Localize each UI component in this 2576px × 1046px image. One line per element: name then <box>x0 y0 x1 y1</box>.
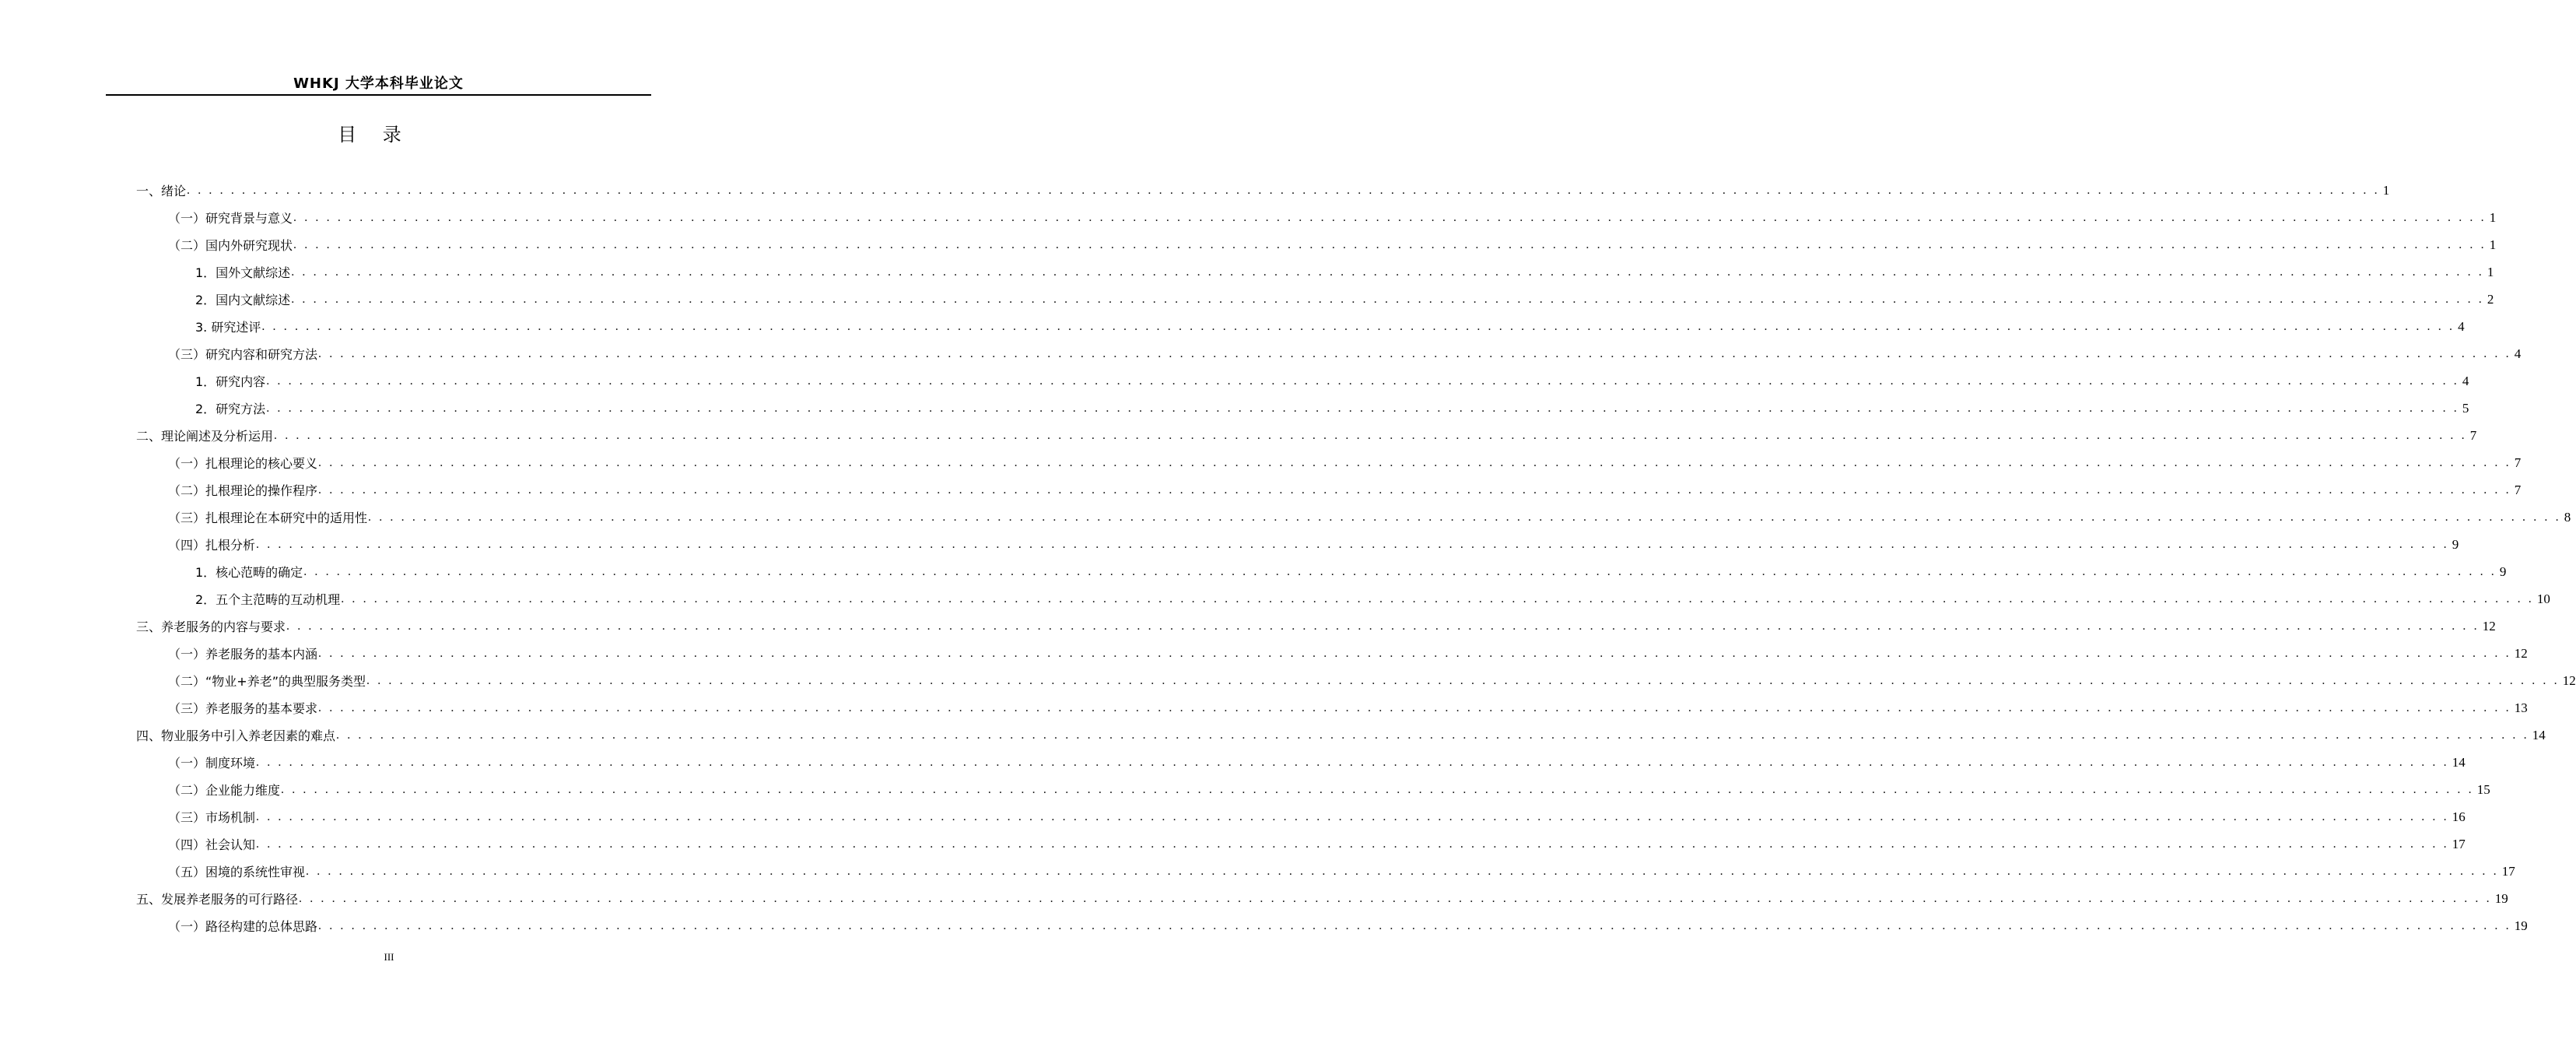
toc-entry[interactable] <box>136 885 2508 912</box>
toc-dot-leader: . . . . . . . . . . . . . . . . . . . . . . . . . . . . . . . . . . . . . . . . . . . . . . . . . . . . . . . . . . . . . . . . . . . . . . . . . . . . . . . . . . . . . . . . . . . . . . . . . . . . . . . . . . . . . . . . . . . . . . . . . . . . . . . . . . . . . . . . . . . . . . . . . . . . . . . . . . . . . . . . . . . . . . . . . . . . . . . . . . . . . . . . . . . . . . . . . . . . . . . <box>266 374 2459 388</box>
toc-entry-label: （一）养老服务的基本内涵 <box>168 647 318 662</box>
toc-entry-page: 4 <box>2514 346 2522 361</box>
toc-entry-page: 1 <box>2487 264 2494 279</box>
toc-dot-leader: . . . . . . . . . . . . . . . . . . . . . . . . . . . . . . . . . . . . . . . . . . . . . . . . . . . . . . . . . . . . . . . . . . . . . . . . . . . . . . . . . . . . . . . . . . . . . . . . . . . . . . . . . . . . . . . . . . . . . . . . . . . . . . . . . . . . . . . . . . . . . . . . . . . . . . . . . . . . . . . . . . . . . . . . . . . . . . . . . . . . . . . . . . . . . . . . . . . . . . . <box>366 673 2560 687</box>
toc-entry-page: 10 <box>2536 591 2550 606</box>
toc-entry-page: 8 <box>2564 509 2571 525</box>
toc-title: 目 录 <box>338 124 401 146</box>
toc-entry[interactable] <box>168 667 2576 694</box>
toc-entry[interactable] <box>168 912 2528 939</box>
toc-entry[interactable] <box>168 231 2497 258</box>
toc-entry-label: 一、绪论 <box>136 184 187 198</box>
toc-entry-page: 1 <box>2489 209 2497 225</box>
toc-dot-leader: . . . . . . . . . . . . . . . . . . . . . . . . . . . . . . . . . . . . . . . . . . . . . . . . . . . . . . . . . . . . . . . . . . . . . . . . . . . . . . . . . . . . . . . . . . . . . . . . . . . . . . . . . . . . . . . . . . . . . . . . . . . . . . . . . . . . . . . . . . . . . . . . . . . . . . . . . . . . . . . . . . . . . . . . . . . . . . . . . . . . . . . . . . . . . . . . . . . . . . . <box>318 346 2511 360</box>
running-header: WHKJ 大学本科毕业论文 <box>293 75 464 92</box>
toc-dot-leader: . . . . . . . . . . . . . . . . . . . . . . . . . . . . . . . . . . . . . . . . . . . . . . . . . . . . . . . . . . . . . . . . . . . . . . . . . . . . . . . . . . . . . . . . . . . . . . . . . . . . . . . . . . . . . . . . . . . . . . . . . . . . . . . . . . . . . . . . . . . . . . . . . . . . . . . . . . . . . . . . . . . . . . . . . . . . . . . . . . . . . . . . . . . . . . . . . . . . . . . <box>261 319 2455 333</box>
toc-dot-leader: . . . . . . . . . . . . . . . . . . . . . . . . . . . . . . . . . . . . . . . . . . . . . . . . . . . . . . . . . . . . . . . . . . . . . . . . . . . . . . . . . . . . . . . . . . . . . . . . . . . . . . . . . . . . . . . . . . . . . . . . . . . . . . . . . . . . . . . . . . . . . . . . . . . . . . . . . . . . . . . . . . . . . . . . . . . . . . . . . . . . . . . . . . . . . . . . . . . . . . . <box>286 619 2480 633</box>
toc-entry[interactable] <box>195 258 2494 286</box>
toc-entry-label: （三）研究内容和研究方法 <box>168 347 318 362</box>
toc-dot-leader: . . . . . . . . . . . . . . . . . . . . . . . . . . . . . . . . . . . . . . . . . . . . . . . . . . . . . . . . . . . . . . . . . . . . . . . . . . . . . . . . . . . . . . . . . . . . . . . . . . . . . . . . . . . . . . . . . . . . . . . . . . . . . . . . . . . . . . . . . . . . . . . . . . . . . . . . . . . . . . . . . . . . . . . . . . . . . . . . . . . . . . . . . . . . . . . . . . . . . . . <box>318 700 2511 714</box>
toc-entry-page: 7 <box>2514 482 2522 497</box>
toc-entry[interactable] <box>168 776 2490 803</box>
toc-entry-label: 五、发展养老服务的可行路径 <box>136 892 299 907</box>
toc-entry-page: 4 <box>2462 373 2469 388</box>
toc-entry-page: 14 <box>2532 727 2546 742</box>
toc-entry-page: 12 <box>2482 618 2496 634</box>
toc-dot-leader: . . . . . . . . . . . . . . . . . . . . . . . . . . . . . . . . . . . . . . . . . . . . . . . . . . . . . . . . . . . . . . . . . . . . . . . . . . . . . . . . . . . . . . . . . . . . . . . . . . . . . . . . . . . . . . . . . . . . . . . . . . . . . . . . . . . . . . . . . . . . . . . . . . . . . . . . . . . . . . . . . . . . . . . . . . . . . . . . . . . . . . . . . . . . . . . . . . . . . . . <box>266 401 2459 415</box>
toc-entry[interactable] <box>168 640 2528 667</box>
toc-entry-page: 14 <box>2452 754 2466 770</box>
toc-entry[interactable] <box>168 749 2466 776</box>
toc-entry-label: 三、养老服务的内容与要求 <box>136 620 286 634</box>
toc-dot-leader: . . . . . . . . . . . . . . . . . . . . . . . . . . . . . . . . . . . . . . . . . . . . . . . . . . . . . . . . . . . . . . . . . . . . . . . . . . . . . . . . . . . . . . . . . . . . . . . . . . . . . . . . . . . . . . . . . . . . . . . . . . . . . . . . . . . . . . . . . . . . . . . . . . . . . . . . . . . . . . . . . . . . . . . . . . . . . . . . . . . . . . . . . . . . . . . . . . . . . . . <box>303 564 2497 578</box>
page-number: III <box>384 951 394 963</box>
toc-dot-leader: . . . . . . . . . . . . . . . . . . . . . . . . . . . . . . . . . . . . . . . . . . . . . . . . . . . . . . . . . . . . . . . . . . . . . . . . . . . . . . . . . . . . . . . . . . . . . . . . . . . . . . . . . . . . . . . . . . . . . . . . . . . . . . . . . . . . . . . . . . . . . . . . . . . . . . . . . . . . . . . . . . . . . . . . . . . . . . . . . . . . . . . . . . . . . . . . . . . . . . . <box>256 809 2449 823</box>
toc-dot-leader: . . . . . . . . . . . . . . . . . . . . . . . . . . . . . . . . . . . . . . . . . . . . . . . . . . . . . . . . . . . . . . . . . . . . . . . . . . . . . . . . . . . . . . . . . . . . . . . . . . . . . . . . . . . . . . . . . . . . . . . . . . . . . . . . . . . . . . . . . . . . . . . . . . . . . . . . . . . . . . . . . . . . . . . . . . . . . . . . . . . . . . . . . . . . . . . . . . . . . . . <box>293 237 2487 251</box>
toc-entry-label: 1．核心范畴的确定 <box>195 565 303 580</box>
toc-entry-page: 5 <box>2462 400 2469 416</box>
toc-entry[interactable] <box>168 449 2522 476</box>
table-of-contents <box>0 177 2576 939</box>
toc-entry-label: 2．国内文献综述 <box>195 293 291 307</box>
toc-entry-page: 7 <box>2469 427 2477 443</box>
toc-dot-leader: . . . . . . . . . . . . . . . . . . . . . . . . . . . . . . . . . . . . . . . . . . . . . . . . . . . . . . . . . . . . . . . . . . . . . . . . . . . . . . . . . . . . . . . . . . . . . . . . . . . . . . . . . . . . . . . . . . . . . . . . . . . . . . . . . . . . . . . . . . . . . . . . . . . . . . . . . . . . . . . . . . . . . . . . . . . . . . . . . . . . . . . . . . . . . . . . . . . . . . . <box>256 537 2449 551</box>
toc-entry-page: 7 <box>2514 455 2522 470</box>
toc-entry[interactable] <box>168 476 2522 504</box>
toc-dot-leader: . . . . . . . . . . . . . . . . . . . . . . . . . . . . . . . . . . . . . . . . . . . . . . . . . . . . . . . . . . . . . . . . . . . . . . . . . . . . . . . . . . . . . . . . . . . . . . . . . . . . . . . . . . . . . . . . . . . . . . . . . . . . . . . . . . . . . . . . . . . . . . . . . . . . . . . . . . . . . . . . . . . . . . . . . . . . . . . . . . . . . . . . . . . . . . . . . . . . . . . <box>256 755 2449 769</box>
toc-dot-leader: . . . . . . . . . . . . . . . . . . . . . . . . . . . . . . . . . . . . . . . . . . . . . . . . . . . . . . . . . . . . . . . . . . . . . . . . . . . . . . . . . . . . . . . . . . . . . . . . . . . . . . . . . . . . . . . . . . . . . . . . . . . . . . . . . . . . . . . . . . . . . . . . . . . . . . . . . . . . . . . . . . . . . . . . . . . . . . . . . . . . . . . . . . . . . . . . . . . . . . . <box>336 728 2529 742</box>
toc-dot-leader: . . . . . . . . . . . . . . . . . . . . . . . . . . . . . . . . . . . . . . . . . . . . . . . . . . . . . . . . . . . . . . . . . . . . . . . . . . . . . . . . . . . . . . . . . . . . . . . . . . . . . . . . . . . . . . . . . . . . . . . . . . . . . . . . . . . . . . . . . . . . . . . . . . . . . . . . . . . . . . . . . . . . . . . . . . . . . . . . . . . . . . . . . . . . . . . . . . . . . . . <box>291 292 2484 306</box>
toc-dot-leader: . . . . . . . . . . . . . . . . . . . . . . . . . . . . . . . . . . . . . . . . . . . . . . . . . . . . . . . . . . . . . . . . . . . . . . . . . . . . . . . . . . . . . . . . . . . . . . . . . . . . . . . . . . . . . . . . . . . . . . . . . . . . . . . . . . . . . . . . . . . . . . . . . . . . . . . . . . . . . . . . . . . . . . . . . . . . . . . . . . . . . . . . . . . . . . . . . . . . . . . <box>306 864 2499 878</box>
toc-entry-page: 9 <box>2452 536 2459 552</box>
toc-entry-label: 2．研究方法 <box>195 402 266 416</box>
toc-dot-leader: . . . . . . . . . . . . . . . . . . . . . . . . . . . . . . . . . . . . . . . . . . . . . . . . . . . . . . . . . . . . . . . . . . . . . . . . . . . . . . . . . . . . . . . . . . . . . . . . . . . . . . . . . . . . . . . . . . . . . . . . . . . . . . . . . . . . . . . . . . . . . . . . . . . . . . . . . . . . . . . . . . . . . . . . . . . . . . . . . . . . . . . . . . . . . . . . . . . . . . . <box>281 782 2474 796</box>
toc-entry-label: 1．国外文献综述 <box>195 265 291 280</box>
toc-entry[interactable] <box>195 585 2550 613</box>
toc-entry[interactable] <box>136 613 2496 640</box>
toc-entry[interactable] <box>195 367 2469 395</box>
toc-entry-page: 1 <box>2382 182 2390 198</box>
toc-entry-label: （五）困境的系统性审视 <box>168 865 306 879</box>
toc-entry-label: （四）社会认知 <box>168 837 256 852</box>
toc-entry-label: 四、物业服务中引入养老因素的难点 <box>136 728 336 743</box>
toc-entry[interactable] <box>195 313 2465 340</box>
toc-entry-page: 13 <box>2514 700 2528 715</box>
toc-entry-label: （一）扎根理论的核心要义 <box>168 456 318 471</box>
toc-entry-label: 二、理论阐述及分析运用 <box>136 429 274 444</box>
toc-entry-page: 15 <box>2476 781 2490 797</box>
toc-entry-label: （一）制度环境 <box>168 756 256 770</box>
toc-entry-page: 19 <box>2514 918 2528 933</box>
toc-entry-label: （四）扎根分析 <box>168 538 256 553</box>
toc-entry[interactable] <box>136 177 2390 204</box>
toc-entry-label: 2．五个主范畴的互动机理 <box>195 592 341 607</box>
toc-dot-leader: . . . . . . . . . . . . . . . . . . . . . . . . . . . . . . . . . . . . . . . . . . . . . . . . . . . . . . . . . . . . . . . . . . . . . . . . . . . . . . . . . . . . . . . . . . . . . . . . . . . . . . . . . . . . . . . . . . . . . . . . . . . . . . . . . . . . . . . . . . . . . . . . . . . . . . . . . . . . . . . . . . . . . . . . . . . . . . . . . . . . . . . . . . . . . . . . . . . . . . . <box>274 428 2467 442</box>
toc-entry[interactable] <box>195 286 2494 313</box>
toc-entry-label: 1．研究内容 <box>195 374 266 389</box>
toc-entry-page: 1 <box>2489 237 2497 252</box>
toc-entry-label: （二）“物业+养老”的典型服务类型 <box>168 674 366 689</box>
toc-dot-leader: . . . . . . . . . . . . . . . . . . . . . . . . . . . . . . . . . . . . . . . . . . . . . . . . . . . . . . . . . . . . . . . . . . . . . . . . . . . . . . . . . . . . . . . . . . . . . . . . . . . . . . . . . . . . . . . . . . . . . . . . . . . . . . . . . . . . . . . . . . . . . . . . . . . . . . . . . . . . . . . . . . . . . . . . . . . . . . . . . . . . . . . . . . . . . . . . . . . . . . . <box>299 891 2492 905</box>
toc-dot-leader: . . . . . . . . . . . . . . . . . . . . . . . . . . . . . . . . . . . . . . . . . . . . . . . . . . . . . . . . . . . . . . . . . . . . . . . . . . . . . . . . . . . . . . . . . . . . . . . . . . . . . . . . . . . . . . . . . . . . . . . . . . . . . . . . . . . . . . . . . . . . . . . . . . . . . . . . . . . . . . . . . . . . . . . . . . . . . . . . . . . . . . . . . . . . . . . . . . . . . . . <box>318 455 2511 469</box>
toc-entry-page: 12 <box>2562 672 2576 688</box>
toc-entry-page: 17 <box>2452 836 2466 851</box>
toc-entry-label: （一）研究背景与意义 <box>168 211 293 226</box>
toc-dot-leader: . . . . . . . . . . . . . . . . . . . . . . . . . . . . . . . . . . . . . . . . . . . . . . . . . . . . . . . . . . . . . . . . . . . . . . . . . . . . . . . . . . . . . . . . . . . . . . . . . . . . . . . . . . . . . . . . . . . . . . . . . . . . . . . . . . . . . . . . . . . . . . . . . . . . . . . . . . . . . . . . . . . . . . . . . . . . . . . . . . . . . . . . . . . . . . . . . . . . . . . <box>187 183 2380 197</box>
toc-dot-leader: . . . . . . . . . . . . . . . . . . . . . . . . . . . . . . . . . . . . . . . . . . . . . . . . . . . . . . . . . . . . . . . . . . . . . . . . . . . . . . . . . . . . . . . . . . . . . . . . . . . . . . . . . . . . . . . . . . . . . . . . . . . . . . . . . . . . . . . . . . . . . . . . . . . . . . . . . . . . . . . . . . . . . . . . . . . . . . . . . . . . . . . . . . . . . . . . . . . . . . . <box>318 483 2511 497</box>
toc-entry-label: （一）路径构建的总体思路 <box>168 919 318 934</box>
toc-entry-page: 19 <box>2494 890 2508 906</box>
toc-entry[interactable] <box>168 858 2515 885</box>
toc-entry-page: 17 <box>2501 863 2515 879</box>
toc-entry[interactable] <box>168 340 2522 367</box>
toc-entry-label: （三）养老服务的基本要求 <box>168 701 318 716</box>
toc-entry[interactable] <box>195 558 2507 585</box>
toc-entry-page: 16 <box>2452 809 2466 824</box>
toc-dot-leader: . . . . . . . . . . . . . . . . . . . . . . . . . . . . . . . . . . . . . . . . . . . . . . . . . . . . . . . . . . . . . . . . . . . . . . . . . . . . . . . . . . . . . . . . . . . . . . . . . . . . . . . . . . . . . . . . . . . . . . . . . . . . . . . . . . . . . . . . . . . . . . . . . . . . . . . . . . . . . . . . . . . . . . . . . . . . . . . . . . . . . . . . . . . . . . . . . . . . . . . <box>368 510 2561 524</box>
toc-entry[interactable] <box>168 531 2459 558</box>
toc-entry-label: （二）企业能力维度 <box>168 783 281 798</box>
toc-entry-label: （三）扎根理论在本研究中的适用性 <box>168 511 368 525</box>
toc-dot-leader: . . . . . . . . . . . . . . . . . . . . . . . . . . . . . . . . . . . . . . . . . . . . . . . . . . . . . . . . . . . . . . . . . . . . . . . . . . . . . . . . . . . . . . . . . . . . . . . . . . . . . . . . . . . . . . . . . . . . . . . . . . . . . . . . . . . . . . . . . . . . . . . . . . . . . . . . . . . . . . . . . . . . . . . . . . . . . . . . . . . . . . . . . . . . . . . . . . . . . . . <box>318 918 2511 932</box>
toc-dot-leader: . . . . . . . . . . . . . . . . . . . . . . . . . . . . . . . . . . . . . . . . . . . . . . . . . . . . . . . . . . . . . . . . . . . . . . . . . . . . . . . . . . . . . . . . . . . . . . . . . . . . . . . . . . . . . . . . . . . . . . . . . . . . . . . . . . . . . . . . . . . . . . . . . . . . . . . . . . . . . . . . . . . . . . . . . . . . . . . . . . . . . . . . . . . . . . . . . . . . . . . <box>291 265 2484 279</box>
toc-dot-leader: . . . . . . . . . . . . . . . . . . . . . . . . . . . . . . . . . . . . . . . . . . . . . . . . . . . . . . . . . . . . . . . . . . . . . . . . . . . . . . . . . . . . . . . . . . . . . . . . . . . . . . . . . . . . . . . . . . . . . . . . . . . . . . . . . . . . . . . . . . . . . . . . . . . . . . . . . . . . . . . . . . . . . . . . . . . . . . . . . . . . . . . . . . . . . . . . . . . . . . . <box>293 210 2487 224</box>
toc-entry-page: 4 <box>2458 318 2465 334</box>
toc-entry[interactable] <box>136 422 2477 449</box>
toc-entry[interactable] <box>168 830 2466 858</box>
toc-entry-label: 3. 研究述评 <box>195 320 261 335</box>
toc-entry[interactable] <box>136 721 2546 749</box>
toc-entry-label: （三）市场机制 <box>168 810 256 825</box>
toc-dot-leader: . . . . . . . . . . . . . . . . . . . . . . . . . . . . . . . . . . . . . . . . . . . . . . . . . . . . . . . . . . . . . . . . . . . . . . . . . . . . . . . . . . . . . . . . . . . . . . . . . . . . . . . . . . . . . . . . . . . . . . . . . . . . . . . . . . . . . . . . . . . . . . . . . . . . . . . . . . . . . . . . . . . . . . . . . . . . . . . . . . . . . . . . . . . . . . . . . . . . . . . <box>318 646 2511 660</box>
toc-entry[interactable] <box>168 204 2497 231</box>
toc-entry-page: 9 <box>2499 563 2507 579</box>
header-rule <box>106 94 651 96</box>
toc-entry[interactable] <box>168 694 2528 721</box>
toc-dot-leader: . . . . . . . . . . . . . . . . . . . . . . . . . . . . . . . . . . . . . . . . . . . . . . . . . . . . . . . . . . . . . . . . . . . . . . . . . . . . . . . . . . . . . . . . . . . . . . . . . . . . . . . . . . . . . . . . . . . . . . . . . . . . . . . . . . . . . . . . . . . . . . . . . . . . . . . . . . . . . . . . . . . . . . . . . . . . . . . . . . . . . . . . . . . . . . . . . . . . . . . <box>341 591 2534 605</box>
toc-entry[interactable] <box>168 803 2466 830</box>
toc-entry[interactable] <box>168 504 2571 531</box>
toc-entry-page: 12 <box>2514 645 2528 661</box>
toc-entry-label: （二）扎根理论的操作程序 <box>168 483 318 498</box>
toc-entry[interactable] <box>195 395 2469 422</box>
toc-entry-page: 2 <box>2487 291 2494 307</box>
toc-dot-leader: . . . . . . . . . . . . . . . . . . . . . . . . . . . . . . . . . . . . . . . . . . . . . . . . . . . . . . . . . . . . . . . . . . . . . . . . . . . . . . . . . . . . . . . . . . . . . . . . . . . . . . . . . . . . . . . . . . . . . . . . . . . . . . . . . . . . . . . . . . . . . . . . . . . . . . . . . . . . . . . . . . . . . . . . . . . . . . . . . . . . . . . . . . . . . . . . . . . . . . . <box>256 837 2449 851</box>
toc-entry-label: （二）国内外研究现状 <box>168 238 293 253</box>
